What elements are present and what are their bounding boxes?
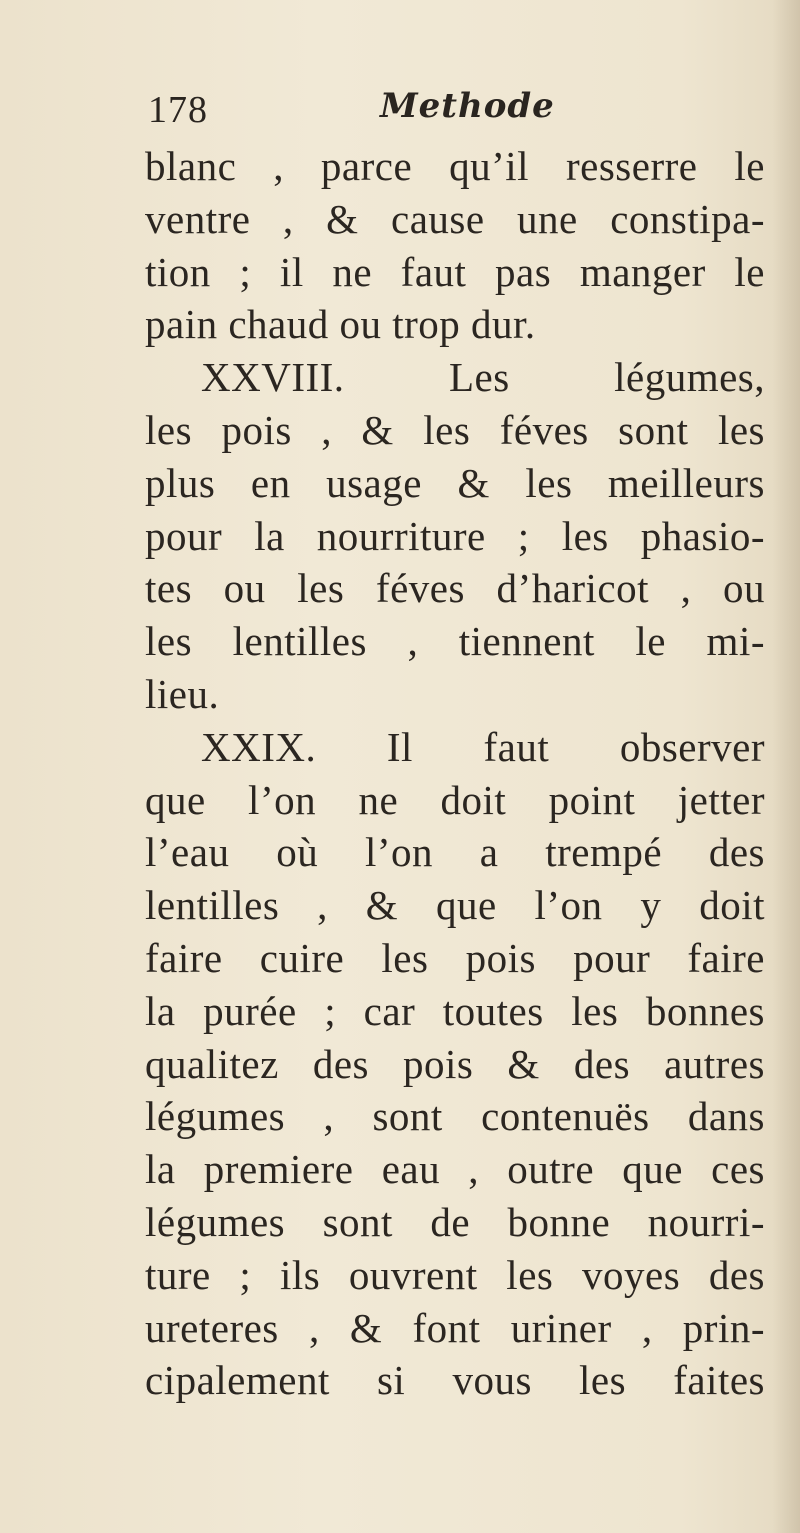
running-head bbox=[148, 88, 768, 138]
text-line: qualitez des pois & des autres bbox=[145, 1040, 765, 1087]
text-line: légumes sont de bonne nourri- bbox=[145, 1198, 765, 1245]
page-edge-shadow bbox=[772, 0, 800, 1533]
section-heading-xxviii: XXVIII. Les légumes, bbox=[201, 354, 765, 401]
text-line: ture ; ils ouvrent les voyes des bbox=[145, 1251, 765, 1298]
section-heading-xxix: XXIX. Il faut observer bbox=[201, 723, 765, 770]
text-line: lentilles , & que l’on y doit bbox=[145, 882, 765, 929]
text-line: lieu. bbox=[145, 670, 220, 717]
text-line: légumes , sont contenuës dans bbox=[145, 1093, 765, 1140]
text-line: les pois , & les féves sont les bbox=[145, 406, 765, 453]
text-line: pain chaud ou trop dur. bbox=[145, 301, 536, 348]
text-line: les lentilles , tiennent le mi- bbox=[145, 618, 765, 665]
text-line: ureteres , & font uriner , prin- bbox=[145, 1304, 765, 1351]
text-line: que l’on ne doit point jetter bbox=[145, 776, 765, 823]
text-line: la purée ; car toutes les bonnes bbox=[145, 987, 765, 1034]
text-line: cipalement si vous les faites bbox=[145, 1357, 765, 1404]
text-line: l’eau où l’on a trempé des bbox=[145, 829, 765, 876]
text-line: pour la nourriture ; les phasio- bbox=[145, 512, 765, 559]
page-number: 178 bbox=[148, 89, 208, 131]
running-title: Methode bbox=[380, 86, 555, 126]
text-line: blanc , parce qu’il resserre le bbox=[145, 143, 765, 189]
text-line: plus en usage & les meilleurs bbox=[145, 459, 765, 506]
text-line: tion ; il ne faut pas manger le bbox=[145, 248, 765, 295]
text-line: la premiere eau , outre que ces bbox=[145, 1146, 765, 1193]
body-text bbox=[145, 140, 765, 1407]
text-line: tes ou les féves d’haricot , ou bbox=[145, 565, 765, 612]
text-line: ventre , & cause une constipa- bbox=[145, 195, 765, 242]
text-line: faire cuire les pois pour faire bbox=[145, 934, 765, 981]
